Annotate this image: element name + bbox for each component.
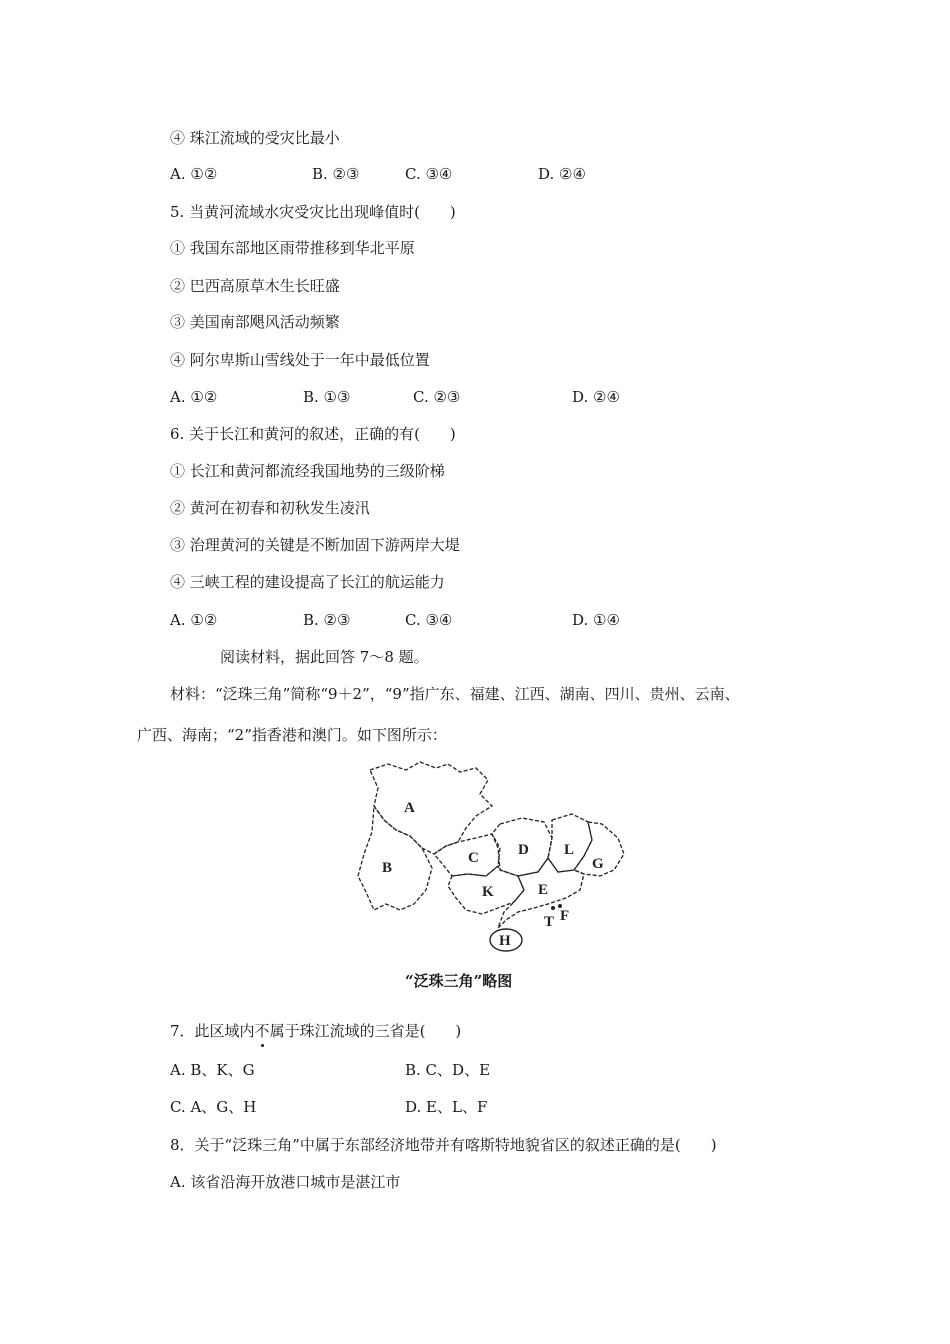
q4-option-c: C. ③④ [405, 165, 453, 183]
q4-item-4: ④ 珠江流域的受灾比最小 [170, 129, 340, 147]
q6-item-1: ① 长江和黄河都流经我国地势的三级阶梯 [170, 462, 445, 480]
q5-option-b: B. ①③ [303, 388, 351, 406]
q5-option-c: C. ②③ [413, 388, 461, 406]
material-line-1: 材料：“泛珠三角”简称“9＋2”，“9”指广东、福建、江西、湖南、四川、贵州、云南、 [170, 685, 740, 703]
label-g: G [592, 856, 604, 872]
label-l: L [564, 842, 575, 858]
region-b-outline [358, 806, 432, 910]
region-a-outline [370, 762, 492, 854]
map-caption: “泛珠三角”略图 [405, 972, 513, 990]
label-h: H [499, 933, 511, 949]
q5-option-a: A. ①② [170, 388, 218, 406]
q5-stem: 5. 当黄河流域水灾受灾比出现峰值时( ) [170, 203, 456, 221]
pan-pearl-river-delta-map [348, 758, 638, 958]
q5-item-1: ① 我国东部地区雨带推移到华北平原 [170, 239, 415, 257]
q4-option-b: B. ②③ [312, 165, 360, 183]
region-c-outline [434, 834, 500, 876]
q7-stem-before: 7．此区域内 [170, 1022, 255, 1040]
q5-item-3: ③ 美国南部飓风活动频繁 [170, 313, 340, 331]
label-c: C [468, 850, 479, 866]
q5-item-2: ② 巴西高原草木生长旺盛 [170, 277, 340, 295]
q6-option-a: A. ①② [170, 611, 218, 629]
q7-option-c: C. A、G、H [170, 1098, 257, 1116]
material-line-2: 广西、海南；“2”指香港和澳门。如下图所示： [137, 726, 447, 744]
label-b: B [382, 860, 393, 876]
label-d: D [518, 842, 529, 858]
q7-option-d: D. E、L、F [405, 1098, 488, 1116]
q4-option-d: D. ②④ [538, 165, 586, 183]
q6-option-c: C. ③④ [405, 611, 453, 629]
q8-stem: 8．关于“泛珠三角”中属于东部经济地带并有喀斯特地貌省区的叙述正确的是( ) [170, 1136, 717, 1154]
label-t: T [544, 914, 555, 930]
q6-item-2: ② 黄河在初春和初秋发生凌汛 [170, 499, 370, 517]
q6-stem: 6. 关于长江和黄河的叙述，正确的有( ) [170, 425, 456, 443]
label-e: E [538, 882, 549, 898]
reading-intro: 阅读材料，据此回答 7～8 题。 [220, 648, 429, 666]
q4-option-a: A. ①② [170, 165, 218, 183]
label-f: F [560, 908, 570, 924]
q6-option-b: B. ②③ [303, 611, 351, 629]
q5-item-4: ④ 阿尔卑斯山雪线处于一年中最低位置 [170, 351, 430, 369]
q7-stem [170, 1021, 461, 1041]
label-a: A [404, 800, 415, 816]
q8-option-a: A. 该省沿海开放港口城市是湛江市 [170, 1173, 401, 1191]
q5-option-d: D. ②④ [572, 388, 620, 406]
macao-marker [551, 906, 555, 910]
q7-stem-after: 属于珠江流域的三省是( ) [269, 1022, 462, 1040]
q7-option-b: B. C、D、E [405, 1061, 491, 1079]
q7-stem-emphasis: 不 [254, 1022, 270, 1040]
label-k: K [482, 884, 494, 900]
q6-option-d: D. ①④ [572, 611, 620, 629]
q7-option-a: A. B、K、G [170, 1061, 255, 1079]
q6-item-3: ③ 治理黄河的关键是不断加固下游两岸大堤 [170, 536, 460, 554]
q6-item-4: ④ 三峡工程的建设提高了长江的航运能力 [170, 573, 445, 591]
